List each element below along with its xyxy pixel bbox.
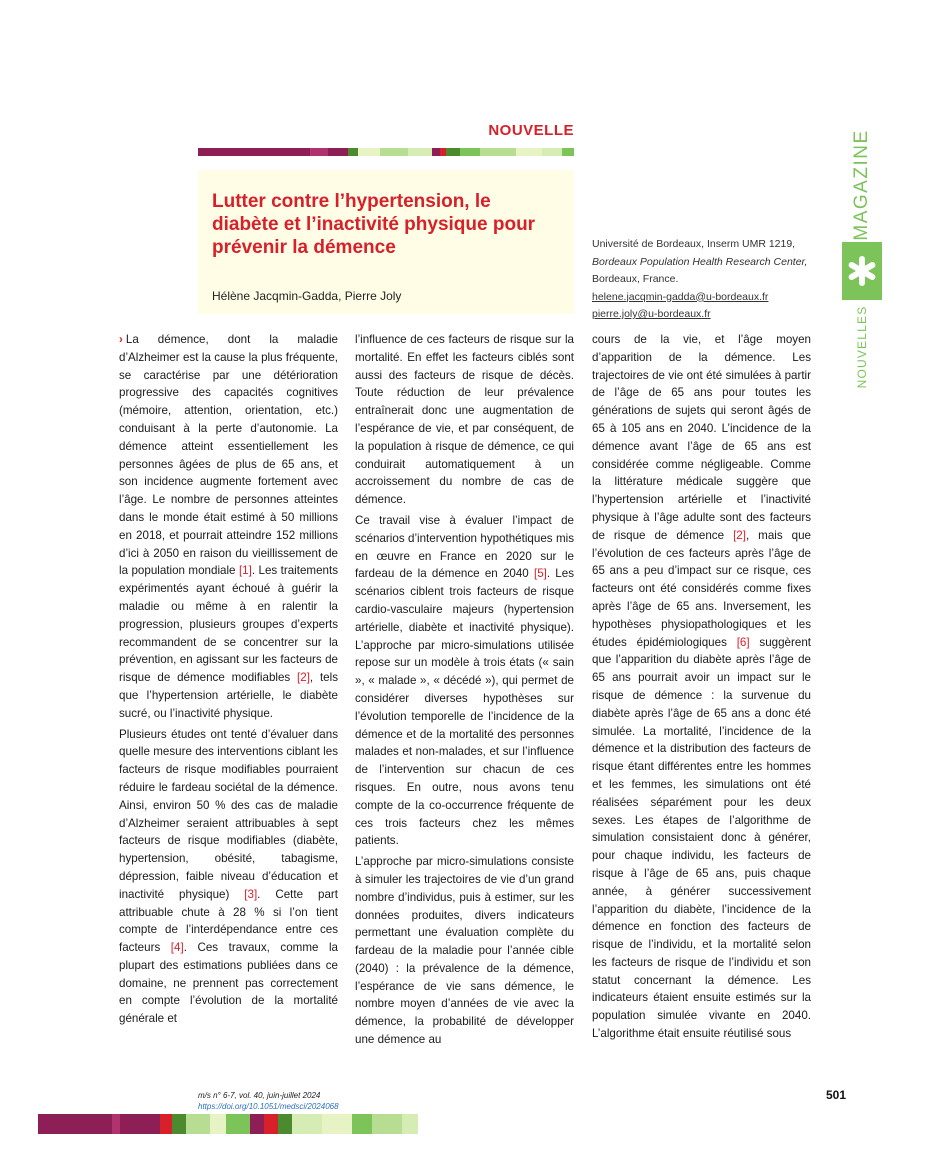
reference-link[interactable]: [6] <box>736 635 750 649</box>
body-column-1 <box>119 331 338 1031</box>
reference-link[interactable]: [1] <box>238 564 252 578</box>
email-link[interactable]: helene.jacqmin-gadda@u-bordeaux.fr <box>592 290 769 303</box>
email-link[interactable]: pierre.joly@u-bordeaux.fr <box>592 308 711 320</box>
footer-citation <box>198 1090 339 1112</box>
magazine-label-text: MAGAZINE <box>851 129 872 241</box>
asterisk-icon <box>842 242 882 300</box>
paragraph: Plusieurs études ont tenté d’évaluer dans quelle mesure des interventions ciblant les facteurs de risque modifiables pourraient réduire le fardeau sociétal de la démence. Ainsi, environ 50 % des cas de maladie d’Alzheimer seraient attribuables à sept facteurs de risque modifiables (diabète, hypertension, obésité, tabagisme, dépression, faible niveau d’éducation et inactivité physique) [3]. Cette part attribuable chute à 28 % si l’on tient compte de l’interdépendance entre ces facteurs [4]. Ces travaux, comme la plupart des estimations publiées dans ce domaine, ne prennent pas correctement en compte l’évolution de la mortalité générale et <box>119 727 338 1026</box>
paragraph: › La démence, dont la maladie d’Alzheimer est la cause la plus fréquente, se caractérise par une détérioration progressive des capacités cognitives (mémoire, attention, orientation, etc.) conduisant à la perte d’autonomie. La démence atteint essentiellement les personnes âgées de plus de 65 ans, et son incidence augmente fortement avec l’âge. Le nombre de personnes atteintes dans le monde était estimé à 50 millions en 2018, et pourrait atteindre 152 millions d’ici à 2050 en raison du vieillissement de la population mondiale [1]. Les traitements expérimentés ayant échoué à guérir la maladie ou même à en ralentir la progression, plusieurs groupes d’experts recommandent de se concentrer sur la prévention, en agissant sur les facteurs de risque de démence modifiables [2], tels que l’hypertension artérielle, le diabète sucré, ou l’inactivité physique. <box>119 333 338 720</box>
affiliation-line: Bordeaux Population Health Research Center, <box>592 255 808 268</box>
nouvelles-label-text: NOUVELLES <box>855 305 869 389</box>
body-column-2 <box>355 331 574 1052</box>
doi-link[interactable]: https://doi.org/10.1051/medsci/2024068 <box>198 1102 339 1111</box>
paragraph: L’approche par micro-simulations consiste à simuler les trajectoires de vie d’un grand nombre d’individus, puis à estimer, sur les données produites, divers indicateurs permettant une évaluation complète du fardeau de la maladie pour l’année cible (2040) : la prévalence de la démence, l’espérance de vie sans démence, le nombre moyen d’années de vie avec la démence, la probabilité de développer une démence au <box>355 855 574 1047</box>
article-authors: Hélène Jacqmin-Gadda, Pierre Joly <box>212 289 402 303</box>
journal-citation: m/s n° 6-7, vol. 40, juin-juillet 2024 <box>198 1091 321 1100</box>
paragraph: Ce travail vise à évaluer l’impact de scénarios d’intervention hypothétiques mis en œuvre en France en 2020 sur le fardeau de la démence en 2040 [5]. Les scénarios ciblent trois facteurs de risque cardio-vasculaire majeurs (hypertension artérielle, diabète et inactivité physique). L’approche par micro-simulations utilisée repose sur un modèle à trois états (« sain », « malade », « décédé »), qui permet de considérer diverses hypothèses sur l’évolution temporelle de l’incidence de la démence et de la mortalité des personnes malades et non-malades, et sur l’influence de l’intervention sur chacun de ces risques. En outre, nous avons tenu compte de la co-occurrence fréquente de ces trois facteurs chez les mêmes patients. <box>355 513 574 848</box>
affiliation-line: Université de Bordeaux, Inserm UMR 1219, <box>592 238 796 250</box>
page-number: 501 <box>826 1088 847 1102</box>
paragraph: l’influence de ces facteurs de risque sur la mortalité. En effet les facteurs ciblés sont aussi des facteurs de risque de décès. Toute réduction de leur prévalence entraînerait donc une augmentation de l’espérance de vie, et par conséquent, de la population à risque de démence, ce qui conduirait automatiquement à un accroissement du nombre de cas de démence. <box>355 333 574 507</box>
affiliation-line: Bordeaux, France. <box>592 273 679 285</box>
decorative-color-stripe <box>38 1114 418 1134</box>
decorative-color-stripe <box>198 148 574 156</box>
reference-link[interactable]: [3] <box>244 887 258 901</box>
paragraph: cours de la vie, et l’âge moyen d’apparition de la démence. Les trajectoires de vie ont été simulées à partir de l’âge de 65 ans pour toutes les générations de sujets qui seront âgés de 65 à 105 ans en 2040. L’incidence de la démence avant l’âge de 65 ans est considérée comme négligeable. Comme la littérature médicale suggère que l’hypertension artérielle et l’inactivité physique à l’âge adulte sont des facteurs de risque de démence [2], mais que l’évolution de ces facteurs après l’âge de 65 ans a peu d’impact sur ce risque, ces facteurs ont été considérés comme fixes après l’âge de 65 ans. Inversement, les hypothèses physiopathologiques et les études épidémiologiques [6] suggèrent que l’apparition du diabète après l’âge de 65 ans pourrait avoir un impact sur le risque de démence : la survenue du diabète après l’âge de 65 ans a donc été simulée. La mortalité, l’incidence de la démence et la distribution des facteurs de risque étant différentes entre les hommes et les femmes, les simulations ont été réalisées séparément pour les deux sexes. Les étapes de l’algorithme de simulation consistaient donc à générer, pour chaque individu, les facteurs de risque à l’âge de 65 ans, puis chaque année, à générer successivement l’apparition du diabète, l’incidence de la démence en fonction des facteurs de risque de l’individu, et la mortalité selon les facteurs de risque de l’individu et son statut concernant la démence. Les indicateurs étaient ensuite estimés sur la population simulée vivante en 2040. L’algorithme était ensuite réutilisé sous <box>592 333 811 1041</box>
reference-link[interactable]: [2] <box>297 671 310 685</box>
reference-link[interactable]: [4] <box>170 941 184 955</box>
body-column-3 <box>592 331 811 1046</box>
author-affiliation <box>592 236 832 324</box>
sidebar-magazine-label <box>842 130 882 240</box>
section-label: NOUVELLE <box>488 122 574 139</box>
reference-link[interactable]: [5] <box>533 567 547 581</box>
sidebar-section-label <box>842 305 882 389</box>
bullet-marker: › <box>119 333 123 346</box>
reference-link[interactable]: [2] <box>733 528 746 542</box>
article-title: Lutter contre l’hypertension, le diabète et l’inactivité physique pour prévenir la démence <box>212 191 536 258</box>
